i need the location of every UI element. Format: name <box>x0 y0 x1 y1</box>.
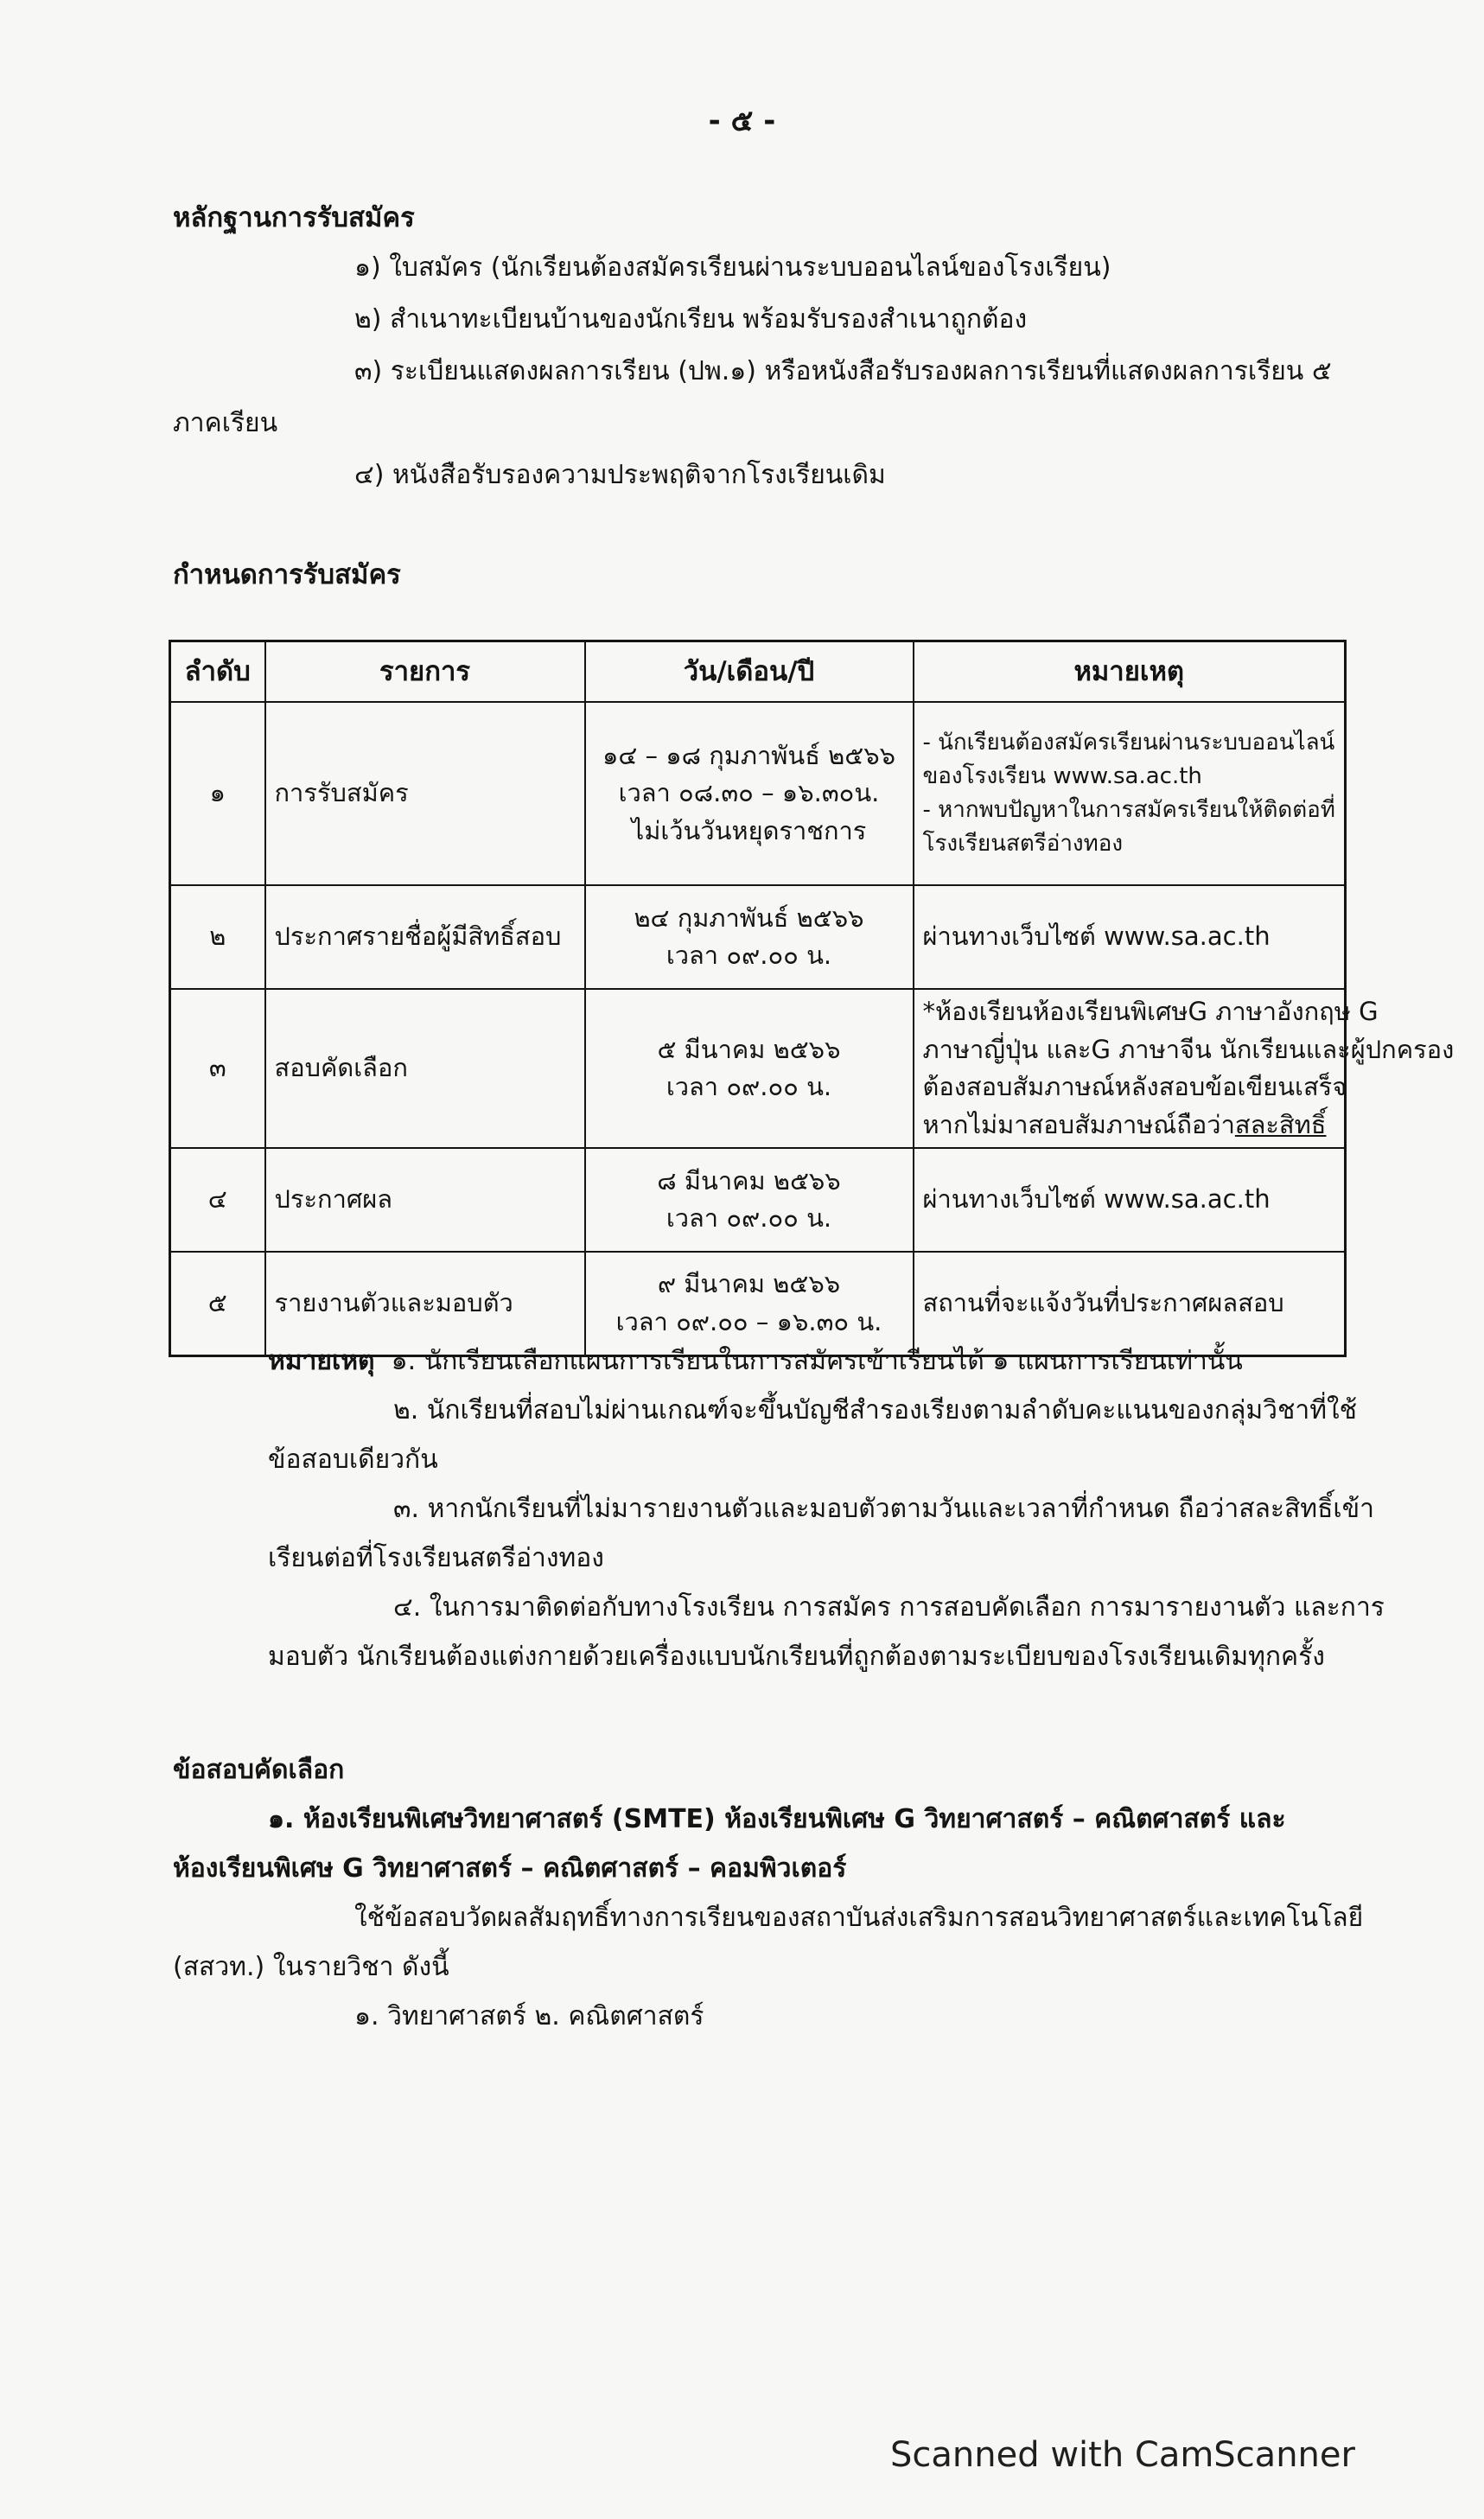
exam-line-4: (สสวท.) ในรายวิชา ดังนี้ <box>173 1952 449 1982</box>
page-number: - ๕ - <box>708 104 776 138</box>
table-row <box>170 1252 1346 1355</box>
remark-line: ต้องสอบสัมภาษณ์หลังสอบข้อเขียนเสร็จ <box>922 1072 1347 1101</box>
time-line: เวลา ๐๙.๐๐ น. <box>666 1072 832 1101</box>
forfeit-underlined: สละสิทธิ์ <box>1234 1109 1327 1139</box>
evidence-item-2: ๒) สำเนาทะเบียนบ้านของนักเรียน พร้อมรับรองสำเนาถูกต้อง <box>354 304 1028 335</box>
table-header-row <box>170 641 1346 703</box>
camscanner-watermark: Scanned with CamScanner <box>890 2435 1355 2475</box>
date-line: ๙ มีนาคม ๒๕๖๖ <box>657 1269 841 1299</box>
date-line: ๑๔ – ๑๘ กุมภาพันธ์ ๒๕๖๖ <box>602 740 896 770</box>
date-line: ๒๔ กุมภาพันธ์ ๒๕๖๖ <box>634 902 864 933</box>
exam-line-1: ๑. ห้องเรียนพิเศษวิทยาศาสตร์ (SMTE) ห้องเรียนพิเศษ G วิทยาศาสตร์ – คณิตศาสตร์ และ <box>268 1804 1286 1834</box>
note-3: ๓. หากนักเรียนที่ไม่มารายงานตัวและมอบตัวตามวันและเวลาที่กำหนด ถือว่าสละสิทธิ์เข้า <box>393 1494 1375 1524</box>
exam-line-3: ใช้ข้อสอบวัดผลสัมฤทธิ์ทางการเรียนของสถาบันส่งเสริมการสอนวิทยาศาสตร์และเทคโนโลยี <box>354 1903 1364 1933</box>
row-no: ๒ <box>170 885 265 989</box>
remark-line: - หากพบปัญหาในการสมัครเรียนให้ติดต่อที่ <box>922 797 1335 823</box>
header-item: รายการ <box>265 641 585 703</box>
remark-line: ภาษาญี่ปุ่น และG ภาษาจีน นักเรียนและผู้ปกครอง <box>922 1034 1455 1064</box>
date-note-line: ไม่เว้นวันหยุดราชการ <box>631 815 867 845</box>
table-row <box>170 989 1346 1148</box>
table-row <box>170 702 1346 885</box>
row-date <box>585 1148 914 1252</box>
row-remark: สถานที่จะแจ้งวันที่ประกาศผลสอบ <box>914 1252 1346 1355</box>
remark-line: โรงเรียนสตรีอ่างทอง <box>922 831 1124 857</box>
evidence-item-3: ๓) ระเบียนแสดงผลการเรียน (ปพ.๑) หรือหนังสือรับรองผลการเรียนที่แสดงผลการเรียน ๕ <box>354 356 1332 386</box>
table-row <box>170 885 1346 989</box>
header-no: ลำดับ <box>170 641 265 703</box>
note-2-cont: ข้อสอบเดียวกัน <box>268 1444 438 1475</box>
note-1: ๑. นักเรียนเลือกแผนการเรียนในการสมัครเข้าเรียนได้ ๑ แผนการเรียนเท่านั้น <box>391 1346 1243 1376</box>
date-line: ๕ มีนาคม ๒๕๖๖ <box>657 1034 841 1064</box>
row-remark <box>914 989 1455 1148</box>
exam-heading: ข้อสอบคัดเลือก <box>173 1755 345 1785</box>
time-line: เวลา ๐๙.๐๐ น. <box>666 941 832 970</box>
time-line: เวลา ๐๙.๐๐ – ๑๖.๓๐ น. <box>615 1306 882 1336</box>
row-item: รายงานตัวและมอบตัว <box>265 1252 585 1355</box>
table-row <box>170 1148 1346 1252</box>
row-date <box>585 702 914 885</box>
remark-line <box>923 1106 1336 1145</box>
time-line: เวลา ๐๘.๓๐ – ๑๖.๓๐น. <box>618 778 880 808</box>
row-item: การรับสมัคร <box>265 702 585 885</box>
evidence-item-3-cont: ภาคเรียน <box>173 408 278 438</box>
row-no: ๓ <box>170 989 265 1148</box>
date-line: ๘ มีนาคม ๒๕๖๖ <box>657 1165 841 1196</box>
remark-line: - นักเรียนต้องสมัครเรียนผ่านระบบออนไลน์ <box>922 730 1335 756</box>
note-1-line <box>268 1344 1243 1378</box>
row-date <box>585 1252 914 1355</box>
note-3-cont: เรียนต่อที่โรงเรียนสตรีอ่างทอง <box>268 1543 604 1573</box>
row-item: ประกาศรายชื่อผู้มีสิทธิ์สอบ <box>265 885 585 989</box>
evidence-heading: หลักฐานการรับสมัคร <box>173 202 415 233</box>
row-no: ๕ <box>170 1252 265 1355</box>
note-4-cont: มอบตัว นักเรียนต้องแต่งกายด้วยเครื่องแบบนักเรียนที่ถูกต้องตามระเบียบของโรงเรียนเดิมทุกครั้ง <box>268 1642 1325 1672</box>
schedule-table <box>169 640 1455 1357</box>
header-date: วัน/เดือน/ปี <box>585 641 914 703</box>
row-no: ๔ <box>170 1148 265 1252</box>
note-2: ๒. นักเรียนที่สอบไม่ผ่านเกณฑ์จะขึ้นบัญชีสำรองเรียงตามลำดับคะแนนของกลุ่มวิชาที่ใช้ <box>393 1395 1357 1425</box>
row-remark <box>914 702 1346 885</box>
row-remark: ผ่านทางเว็บไซต์ www.sa.ac.th <box>914 1148 1346 1252</box>
remark-line: ของโรงเรียน www.sa.ac.th <box>922 763 1202 789</box>
row-item: ประกาศผล <box>265 1148 585 1252</box>
exam-line-2: ห้องเรียนพิเศษ G วิทยาศาสตร์ – คณิตศาสตร์ – คอมพิวเตอร์ <box>173 1853 847 1884</box>
evidence-item-4: ๔) หนังสือรับรองความประพฤติจากโรงเรียนเดิม <box>354 460 886 490</box>
row-date <box>585 885 914 989</box>
remark-line: *ห้องเรียนห้องเรียนพิเศษG ภาษาอังกฤษ G <box>922 997 1379 1026</box>
header-remark: หมายเหตุ <box>914 641 1346 703</box>
notes-label: หมายเหตุ <box>268 1346 375 1376</box>
row-no: ๑ <box>170 702 265 885</box>
remark-text: หากไม่มาสอบสัมภาษณ์ถือว่า <box>922 1109 1235 1139</box>
note-4: ๔. ในการมาติดต่อกับทางโรงเรียน การสมัคร การสอบคัดเลือก การมารายงานตัว และการ <box>393 1592 1385 1623</box>
row-item: สอบคัดเลือก <box>265 989 585 1148</box>
row-date <box>585 989 914 1148</box>
row-remark: ผ่านทางเว็บไซต์ www.sa.ac.th <box>914 885 1346 989</box>
time-line: เวลา ๐๙.๐๐ น. <box>666 1203 832 1233</box>
exam-subjects: ๑. วิทยาศาสตร์ ๒. คณิตศาสตร์ <box>354 2001 704 2031</box>
schedule-heading: กำหนดการรับสมัคร <box>173 559 401 590</box>
evidence-item-1: ๑) ใบสมัคร (นักเรียนต้องสมัครเรียนผ่านระบบออนไลน์ของโรงเรียน) <box>354 252 1111 283</box>
